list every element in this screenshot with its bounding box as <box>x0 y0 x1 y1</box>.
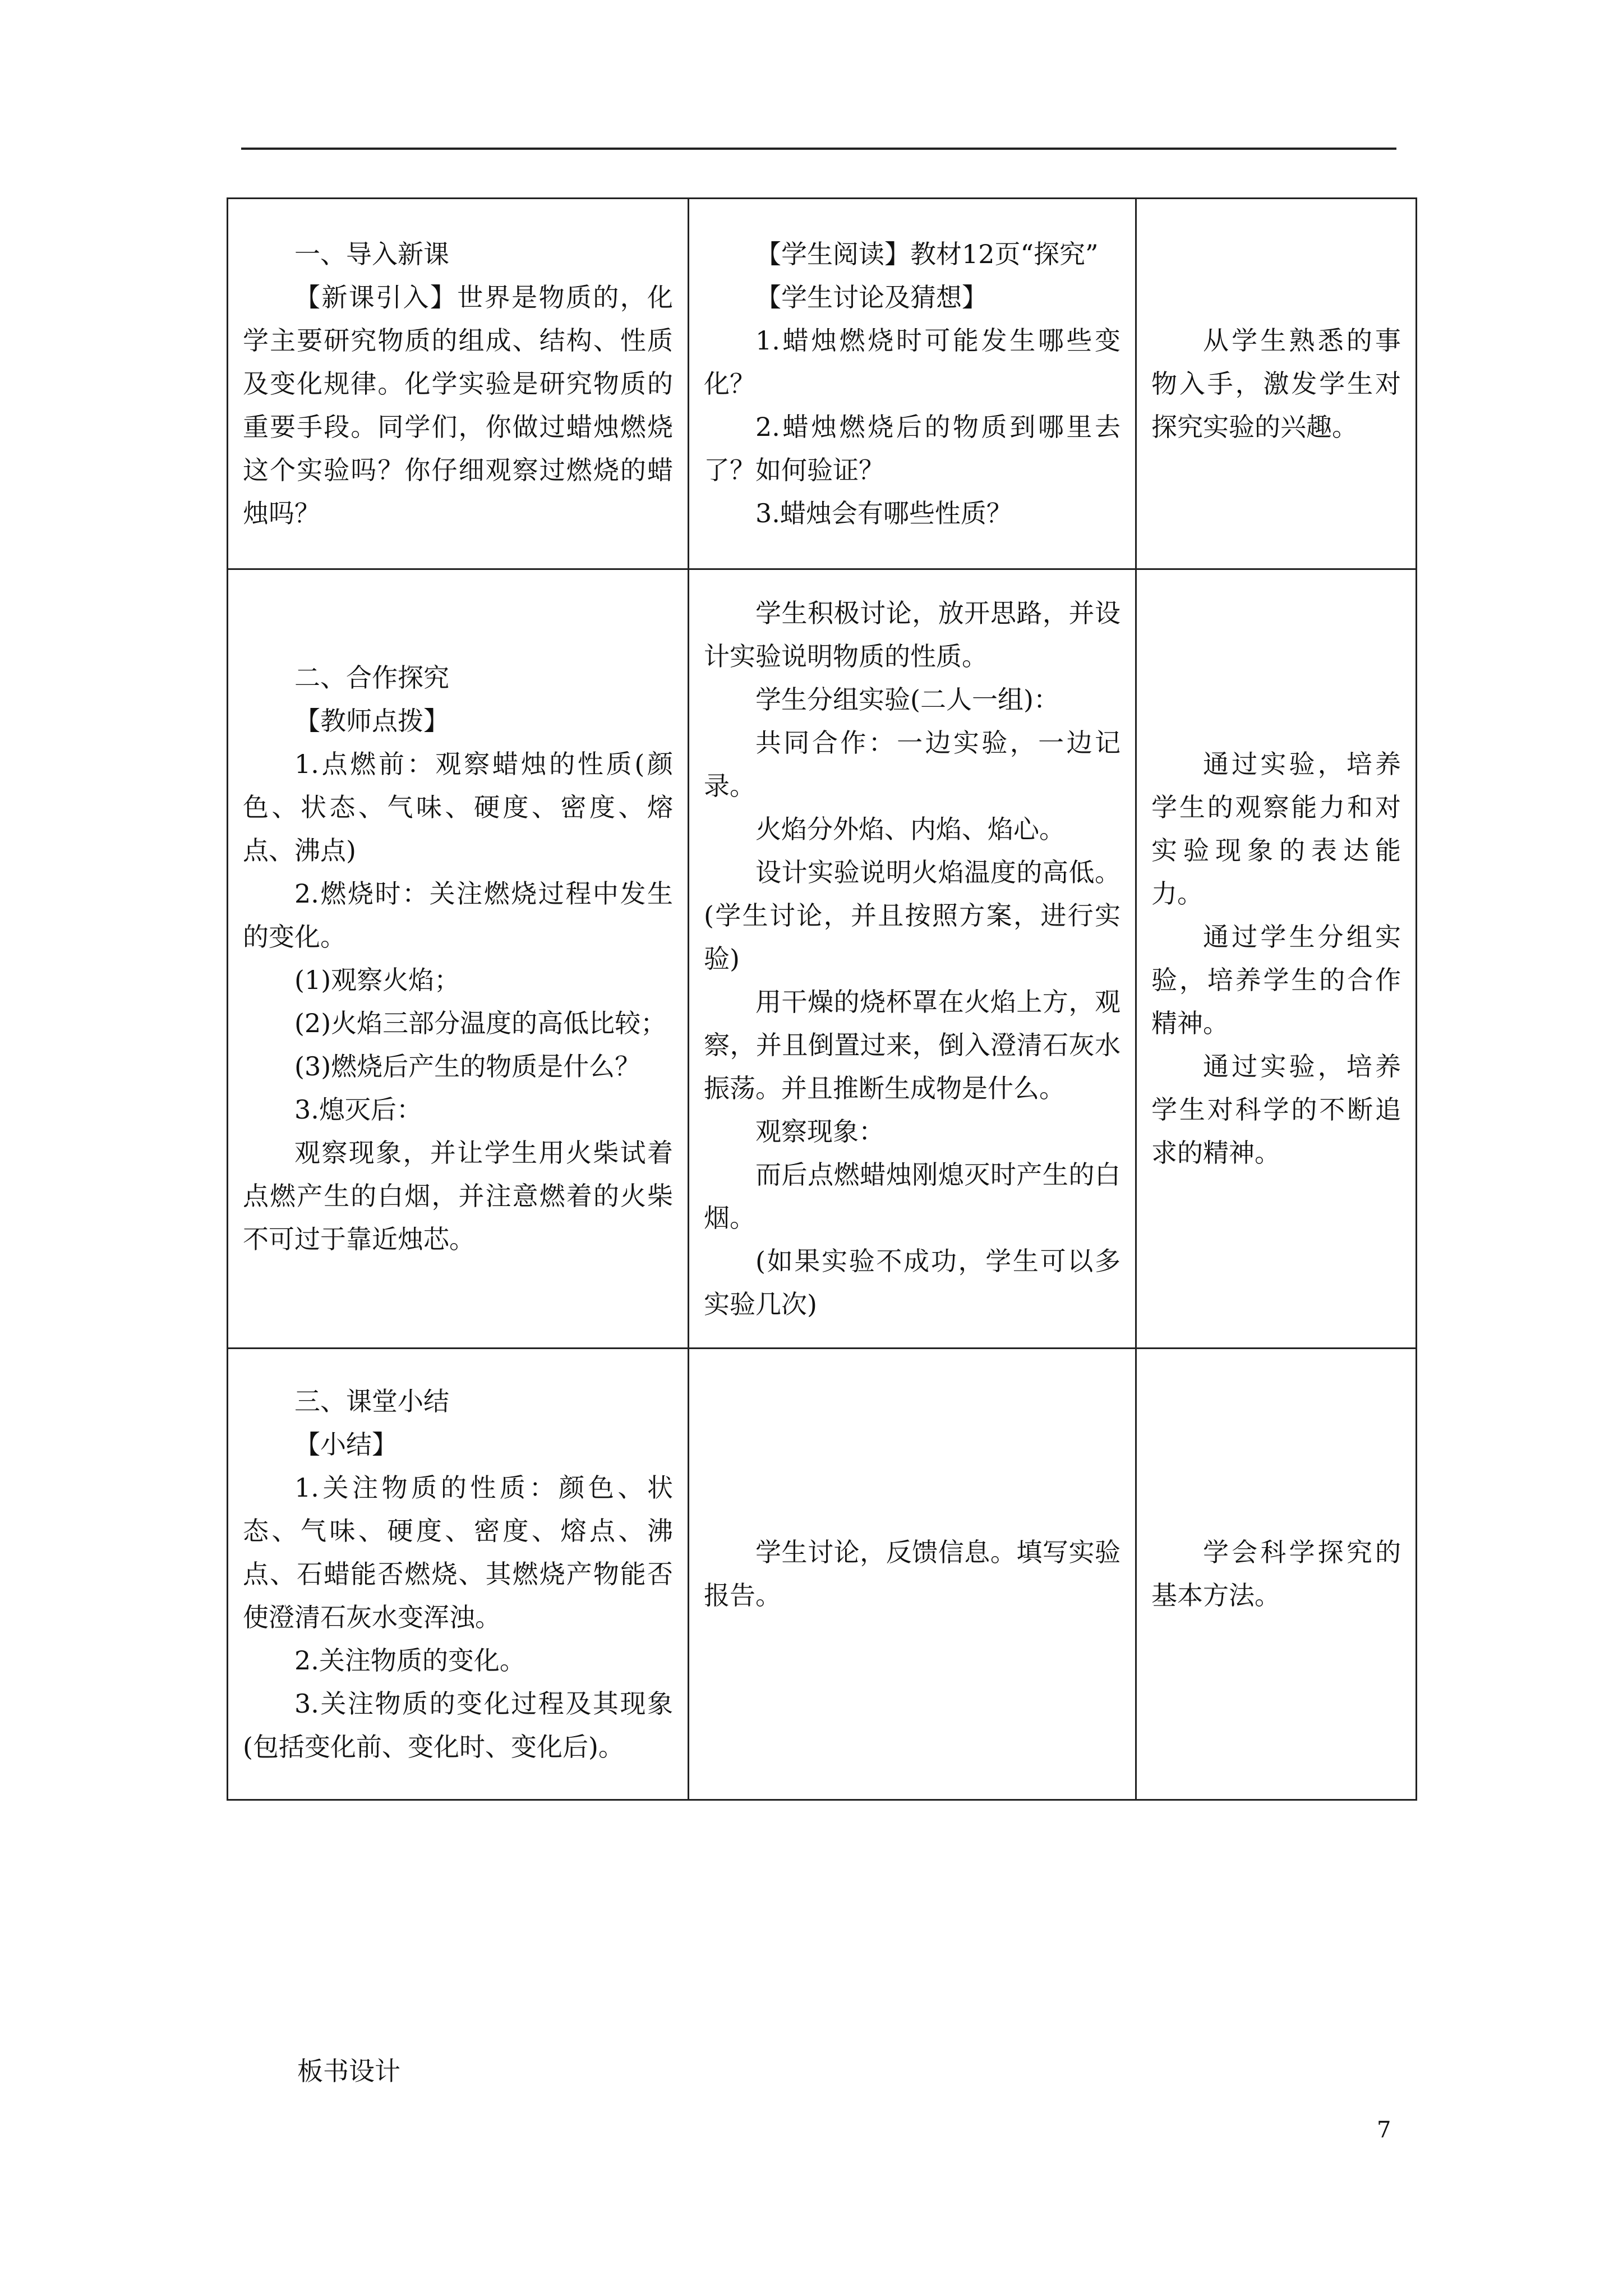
teacher-text: 1.关注物质的性质：颜色、状态、气味、硬度、密度、熔点、沸点、石蜡能否燃烧、其燃烧产物能否使澄清石灰水变浑浊。 <box>243 1472 673 1632</box>
intent-text: 通过实验，培养学生对科学的不断追求的精神。 <box>1151 1051 1401 1168</box>
student-text: 火焰分外焰、内焰、焰心。 <box>755 813 1065 844</box>
table-row <box>228 1349 1417 1800</box>
student-text: 学生分组实验(二人一组)： <box>755 684 1059 715</box>
teacher-text: 1.点燃前：观察蜡烛的性质(颜色、状态、气味、硬度、密度、熔点、沸点) <box>243 749 673 866</box>
design-intent-cell <box>1136 1349 1417 1800</box>
student-text: 共同合作：一边实验，一边记录。 <box>704 727 1121 801</box>
student-text: 学生讨论，反馈信息。填写实验报告。 <box>704 1537 1121 1611</box>
section-heading: 二、合作探究 <box>294 662 449 693</box>
teacher-activity-cell <box>228 199 689 569</box>
teacher-activity-cell <box>228 569 689 1349</box>
design-intent-cell <box>1136 199 1417 569</box>
student-text: 而后点燃蜡烛刚熄灭时产生的白烟。 <box>704 1159 1121 1233</box>
teacher-text: (2)火焰三部分温度的高低比较； <box>294 1008 667 1038</box>
student-text: 【学生阅读】教材12页“探究” <box>755 238 1099 269</box>
intent-text: 从学生熟悉的事物入手，激发学生对探究实验的兴趣。 <box>1151 325 1401 442</box>
student-text: 3.蜡烛会有哪些性质？ <box>755 498 1012 528</box>
teacher-text: 2.燃烧时：关注燃烧过程中发生的变化。 <box>243 878 673 952</box>
student-text: 观察现象： <box>755 1116 884 1147</box>
student-text: 学生积极讨论，放开思路，并设计实验说明物质的性质。 <box>704 597 1121 671</box>
teacher-text: 2.关注物质的变化。 <box>294 1645 525 1676</box>
teacher-text: 观察现象，并让学生用火柴试着点燃产生的白烟，并注意燃着的火柴不可过于靠近烛芯。 <box>243 1138 673 1254</box>
design-intent-cell <box>1136 569 1417 1349</box>
student-activity-cell <box>689 569 1136 1349</box>
intent-text: 通过学生分组实验，培养学生的合作精神。 <box>1151 922 1401 1038</box>
teacher-text: 【新课引入】世界是物质的，化学主要研究物质的组成、结构、性质及变化规律。化学实验是研究物质的重要手段。同学们，你做过蜡烛燃烧这个实验吗？你仔细观察过燃烧的蜡烛吗？ <box>243 282 673 528</box>
teacher-text: 3.熄灭后： <box>294 1094 422 1125</box>
section-heading: 三、课堂小结 <box>294 1386 449 1416</box>
student-text: 1.蜡烛燃烧时可能发生哪些变化？ <box>704 325 1121 399</box>
section-heading: 一、导入新课 <box>294 238 449 269</box>
lesson-plan-table <box>227 197 1417 1801</box>
table-row <box>228 569 1417 1349</box>
teacher-text: (3)燃烧后产生的物质是什么？ <box>294 1051 641 1082</box>
teacher-text: 【教师点拨】 <box>294 706 449 736</box>
student-text: 【学生讨论及猜想】 <box>755 282 988 312</box>
intent-text: 通过实验，培养学生的观察能力和对实验现象的表达能力。 <box>1151 749 1401 909</box>
table-row <box>228 199 1417 569</box>
teacher-activity-cell <box>228 1349 689 1800</box>
student-text: (如果实验不成功，学生可以多实验几次) <box>704 1245 1121 1319</box>
board-design-label: 板书设计 <box>297 2056 400 2086</box>
page-number: 7 <box>1377 2117 1391 2143</box>
header-rule <box>241 148 1396 150</box>
teacher-text: 【小结】 <box>294 1429 398 1460</box>
intent-text: 学会科学探究的基本方法。 <box>1151 1537 1401 1611</box>
teacher-text: 3.关注物质的变化过程及其现象(包括变化前、变化时、变化后)。 <box>243 1688 673 1762</box>
student-activity-cell <box>689 199 1136 569</box>
student-text: 2.蜡烛燃烧后的物质到哪里去了？如何验证？ <box>704 411 1121 485</box>
student-activity-cell <box>689 1349 1136 1800</box>
teacher-text: (1)观察火焰； <box>294 965 460 995</box>
student-text: 设计实验说明火焰温度的高低。(学生讨论，并且按照方案，进行实验) <box>704 857 1121 974</box>
student-text: 用干燥的烧杯罩在火焰上方，观察，并且倒置过来，倒入澄清石灰水振荡。并且推断生成物是什么。 <box>704 986 1121 1103</box>
